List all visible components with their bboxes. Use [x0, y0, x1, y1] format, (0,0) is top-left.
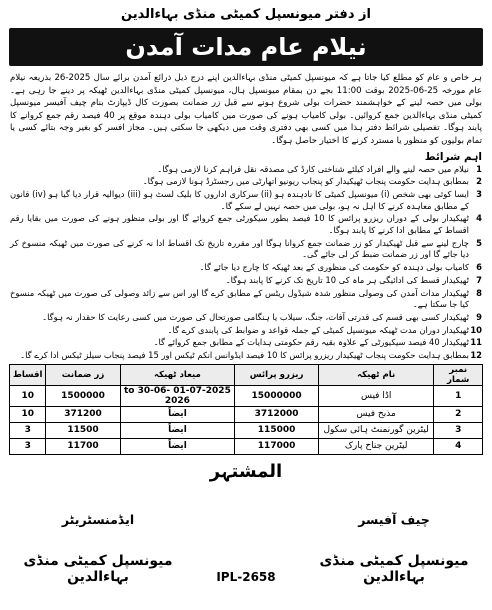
condition-number: 3 [476, 188, 482, 199]
cell-reserve: 115000 [235, 422, 319, 438]
condition-text: بمطابق ہدایت حکومت پنجاب ٹھیکیدار کو پنجاب ریونیو اتھارٹی میں رجسٹرڈ ہونا لازمی ہوگا۔ [142, 176, 469, 187]
condition-number: 10 [470, 324, 482, 335]
cell-name: اڈا فیس [318, 385, 433, 406]
condition-text: ٹھیکیدار مدات آمدن کی وصولی منظور شدہ شیڈول ریٹس کے مطابق کرے گا اور اس سے زائد وصولی کی صورت میں ٹھیکہ منسوخ کیا جا سکتا ہے۔ [10, 287, 469, 310]
cell-serial: 1 [434, 385, 483, 406]
condition-text: کامیاب بولی دہندہ کو حکومت کی منظوری کے بعد ٹھیکہ کا چارج دیا جائے گا۔ [199, 262, 469, 273]
chief-officer-title: چیف آفیسر [358, 512, 430, 527]
cell-name: لیٹرین گورنمنٹ ہائی سکول [318, 422, 433, 438]
cell-serial: 4 [434, 438, 483, 454]
condition-text: ٹھیکیدار دوران مدت ٹھیکہ میونسپل کمیٹی کے جملہ قواعد و ضوابط کی پابندی کرے گا۔ [167, 324, 469, 335]
col-reserve: ریزرو پرائس [235, 364, 319, 385]
conditions-heading [10, 151, 482, 163]
col-period: میعاد ٹھیکہ [120, 364, 235, 385]
condition-text: ٹھیکیدار 40 فیصد سیکیورٹی کے علاوہ بقیہ رقم حکومتی ہدایات کے مطابق جمع کروائے گا۔ [153, 337, 469, 348]
col-serial: نمبر شمار [434, 364, 483, 385]
cell-security: 371200 [46, 406, 120, 422]
condition-item [10, 325, 482, 337]
cell-name: مذبح فیس [318, 406, 433, 422]
cell-period: ایضاً [120, 438, 235, 454]
cell-security: 11700 [46, 438, 120, 454]
cell-period: ایضاً [120, 422, 235, 438]
cell-reserve: 15000000 [235, 385, 319, 406]
ipl-number: IPL-2658 [216, 570, 276, 584]
cell-name: لیٹرین جناح پارک [318, 438, 433, 454]
condition-item [10, 350, 482, 362]
condition-number: 12 [470, 350, 482, 361]
col-installments: اقساط [10, 364, 46, 385]
condition-text: ایسا کوئی بھی شخص (i) میونسپل کمیٹی کا نادہندہ ہو (ii) سرکاری اداروں کا بلیک لسٹ ہو (iii) دیوالیہ قرار دیا گیا ہو (iv) قانون کے مطابق معاہدہ کرنے کا اہل نہ ہو، بولی میں حصہ نہیں لے سکے گا۔ [10, 188, 469, 211]
condition-text: ٹھیکیدار قسط کی ادائیگی ہر ماہ کی 10 تاریخ تک کرنے کا پابند ہوگا۔ [225, 274, 469, 285]
conditions-list [8, 164, 484, 362]
intro-paragraph: ہر خاص و عام کو مطلع کیا جاتا ہے کہ میونسپل کمیٹی منڈی بہاءالدین اپنے درج ذیل ذرائع آمدن برائے سال 2025-26 بذریعہ نیلام عام مورخہ 25-06-2025 بوقت 11:00 بجے دن بمقام میونسپل ہال، میونسپل کمیٹی منڈی بہاءالدین ٹھیکہ پر دینے جا رہی ہے۔ بولی میں حصہ لینے کے خواہشمند حضرات بولی شروع ہونے سے قبل زر ضمانت بصورت کال ڈیپازٹ بنام چیف آفیسر میونسپل کمیٹی منڈی بہاءالدین جمع کروائیں۔ بولی کامیاب ہونے کی صورت میں کامیاب بولی دہندہ موقع پر 40 فیصد رقم جمع کروانے کا پابند ہوگا۔ تفصیلی شرائط دفتر ہذا میں کسی بھی دفتری وقت میں دیکھی جا سکتی ہیں۔ مجاز افسر کو بغیر وجہ بتائے کسی یا تمام بولیوں کو منظور یا مسترد کرنے کا اختیار حاصل ہوگا۔ [10, 73, 483, 146]
cell-reserve: 117000 [235, 438, 319, 454]
condition-item [10, 288, 482, 311]
cell-reserve: 3712000 [235, 406, 319, 422]
cell-period: 01-07-2025 to 30-06-2026 [120, 385, 235, 406]
condition-number: 2 [476, 176, 482, 187]
condition-text: ٹھیکیدار بولی کے دوران ریزرو پرائس کا 10 فیصد بطور سیکورٹی جمع کروائے گا اور بولی منظور ہونے کی صورت میں بقایا رقم اقساط کے مطابق ادا کرنے کا پابند ہوگا۔ [10, 213, 469, 236]
auction-items-table [9, 364, 483, 455]
administrator-title: ایڈمنسٹریٹر [61, 512, 135, 527]
cell-serial: 2 [434, 406, 483, 422]
condition-number: 4 [476, 213, 482, 224]
table-row [10, 406, 483, 422]
condition-text: چارج لینے سے قبل ٹھیکیدار کو زر ضمانت جمع کروانا ہوگا اور مقررہ تاریخ تک اقساط ادا نہ کرنے کی صورت میں ٹھیکہ منسوخ کر دیا جائے گا اور زر ضمانت ضبط کر لی جائے گی۔ [10, 237, 469, 260]
condition-item [10, 238, 482, 261]
table-row [10, 438, 483, 454]
condition-item [10, 176, 482, 188]
condition-item [10, 262, 482, 274]
condition-number: 1 [476, 163, 482, 174]
auction-banner: نیلام عام مدات آمدن [9, 28, 483, 66]
cell-installments: 3 [10, 438, 46, 454]
condition-item [10, 312, 482, 324]
condition-number: 5 [476, 237, 482, 248]
cell-installments: 10 [10, 385, 46, 406]
condition-item [10, 337, 482, 349]
condition-text: نیلام میں حصہ لینے والے افراد کیلئے شناختی کارڈ کی مصدقہ نقل فراہم کرنا لازمی ہوگا۔ [157, 163, 469, 174]
conditions-title: اہم شرائط [424, 150, 482, 163]
announcer: المشتہر [209, 460, 283, 482]
cell-installments: 3 [10, 422, 46, 438]
condition-item [10, 213, 482, 236]
condition-number: 8 [476, 287, 482, 298]
table-row [10, 422, 483, 438]
condition-number: 6 [476, 262, 482, 273]
cell-security: 1500000 [46, 385, 120, 406]
condition-item [10, 189, 482, 212]
table-row [10, 385, 483, 406]
condition-item [10, 164, 482, 176]
table-body [10, 385, 483, 454]
condition-number: 11 [470, 337, 482, 348]
condition-text: بمطابق ہدایت حکومت پنجاب ٹھیکیدار ریزرو پرائس کا 10 فیصد ایڈوانس انکم ٹیکس اور 15 فیصد پنجاب سیلز ٹیکس ادا کرے گا۔ [20, 350, 469, 361]
condition-number: 7 [476, 274, 482, 285]
office-line: از دفتر میونسپل کمیٹی منڈی بہاءالدین [121, 7, 371, 22]
condition-item [10, 275, 482, 287]
condition-text: ٹھیکیدار کسی بھی قسم کی قدرتی آفات، جنگ، سیلاب یا ہنگامی صورتحال کی صورت میں کسی رعایت کا حقدار نہ ہوگا۔ [42, 312, 469, 322]
col-name: نام ٹھیکہ [318, 364, 433, 385]
cell-security: 11500 [46, 422, 120, 438]
cell-period: ایضاً [120, 406, 235, 422]
chief-officer-body: میونسپل کمیٹی منڈی بہاءالدین [319, 553, 469, 585]
cell-installments: 10 [10, 406, 46, 422]
cell-serial: 3 [434, 422, 483, 438]
col-security: زر ضمانت [46, 364, 120, 385]
administrator-body: میونسپل کمیٹی منڈی بہاءالدین [23, 553, 173, 585]
condition-number: 9 [476, 312, 482, 322]
table-header-row [10, 364, 483, 385]
